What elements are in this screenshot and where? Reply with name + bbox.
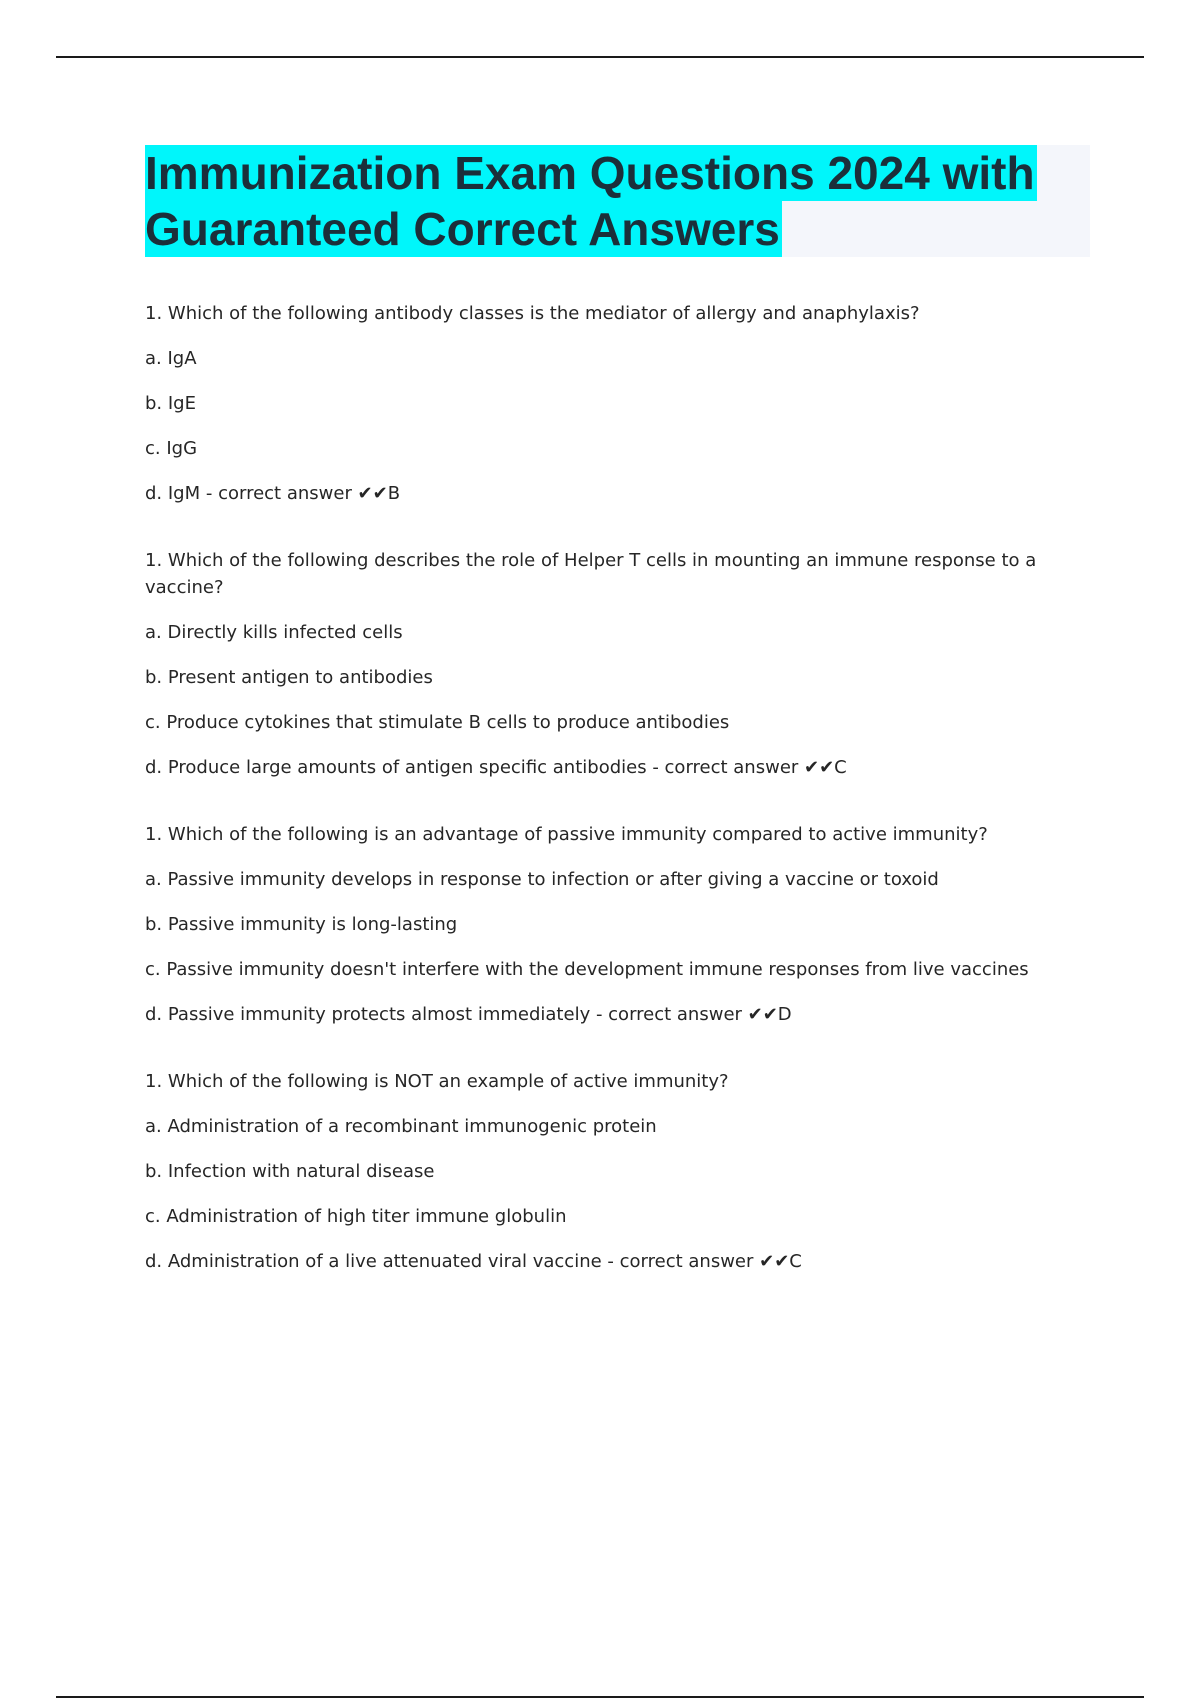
option-d xyxy=(145,754,1045,781)
option-c: c. Passive immunity doesn't interfere with the development immune responses from live vaccines xyxy=(145,959,1029,980)
correct-answer-note: - correct answer ✔✔C xyxy=(601,1251,802,1272)
option-b: b. Present antigen to antibodies xyxy=(145,667,433,688)
header-rule xyxy=(56,56,1144,58)
option-d-text: d. Produce large amounts of antigen specific antibodies xyxy=(145,757,647,778)
question-block-3 xyxy=(145,821,1045,1028)
option-a: a. IgA xyxy=(145,348,197,369)
option-a: a. Directly kills infected cells xyxy=(145,622,403,643)
question-text: 1. Which of the following antibody classes is the mediator of allergy and anaphylaxis? xyxy=(145,303,920,324)
correct-answer-note: - correct answer ✔✔D xyxy=(590,1004,792,1025)
option-d xyxy=(145,1001,1045,1028)
option-d xyxy=(145,1248,1045,1275)
question-text: 1. Which of the following is NOT an example of active immunity? xyxy=(145,1071,729,1092)
correct-answer-note: - correct answer ✔✔B xyxy=(200,483,401,504)
option-b: b. Infection with natural disease xyxy=(145,1161,435,1182)
question-list xyxy=(145,300,1045,1315)
option-a: a. Administration of a recombinant immunogenic protein xyxy=(145,1116,657,1137)
option-a: a. Passive immunity develops in response to infection or after giving a vaccine or toxoid xyxy=(145,869,939,890)
option-d-text: d. Passive immunity protects almost immediately xyxy=(145,1004,591,1025)
option-b: b. IgE xyxy=(145,393,196,414)
document-title-line-1: Immunization Exam Questions 2024 with xyxy=(145,147,1035,199)
option-c: c. IgG xyxy=(145,438,198,459)
option-b: b. Passive immunity is long-lasting xyxy=(145,914,458,935)
option-d-text: d. IgM xyxy=(145,483,201,504)
question-block-2 xyxy=(145,547,1045,781)
footer-rule xyxy=(56,1696,1144,1698)
correct-answer-note: - correct answer ✔✔C xyxy=(646,757,847,778)
question-block-4 xyxy=(145,1068,1045,1275)
question-text: 1. Which of the following is an advantage of passive immunity compared to active immunity? xyxy=(145,824,988,845)
option-c: c. Administration of high titer immune globulin xyxy=(145,1206,567,1227)
question-text: 1. Which of the following describes the role of Helper T cells in mounting an immune response to a vaccine? xyxy=(145,550,1037,598)
document-title-line-2: Guaranteed Correct Answers xyxy=(145,203,780,255)
option-d-text: d. Administration of a live attenuated viral vaccine xyxy=(145,1251,602,1272)
option-d xyxy=(145,480,1045,507)
option-c: c. Produce cytokines that stimulate B cells to produce antibodies xyxy=(145,712,730,733)
question-block-1 xyxy=(145,300,1045,507)
